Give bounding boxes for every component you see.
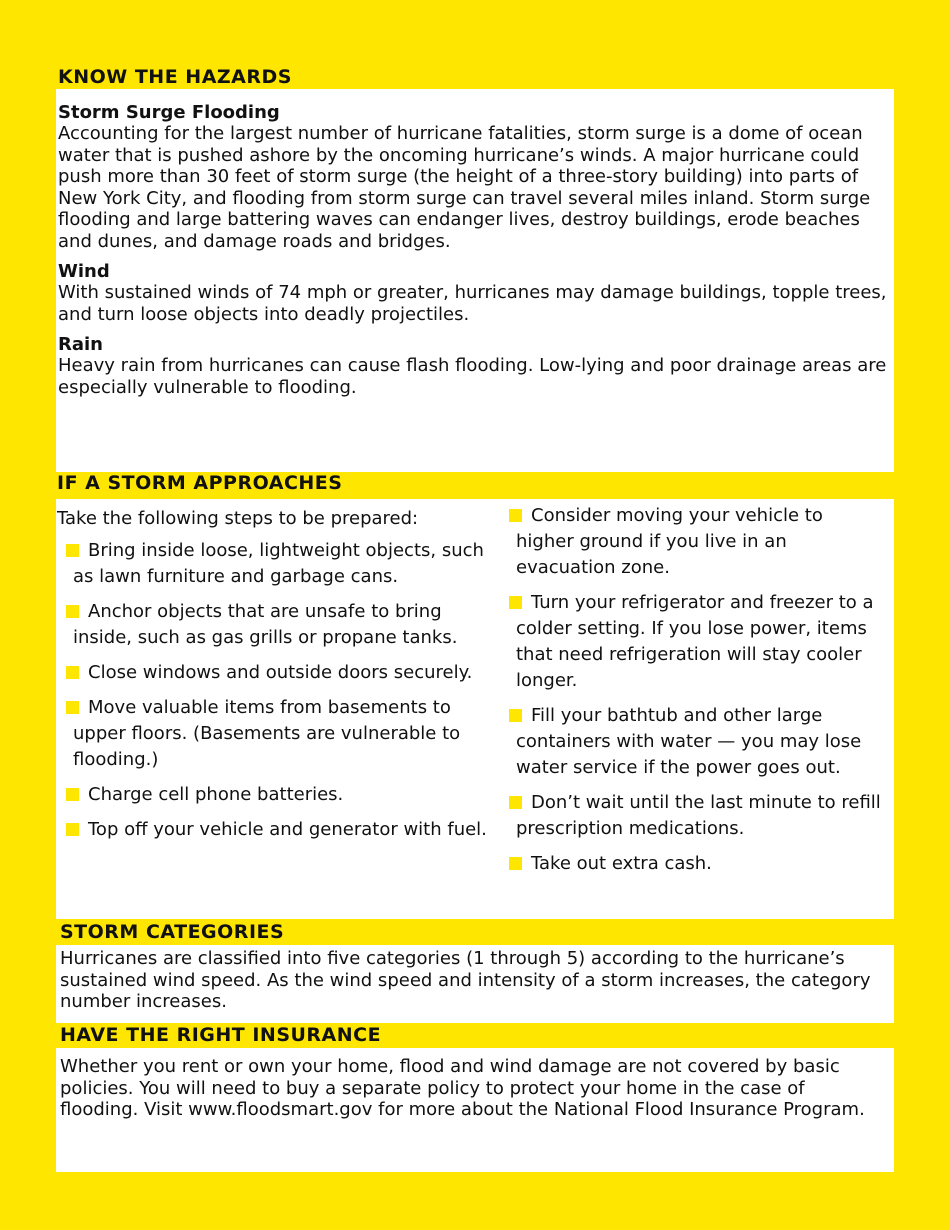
bullet-square-icon — [66, 544, 79, 557]
bullet-square-icon — [509, 596, 522, 609]
bullet-square-icon — [66, 823, 79, 836]
list-item: Take out extra cash. — [500, 851, 885, 877]
list-item: Fill your bathtub and other large containers with water — you may lose water service if the power goes out. — [500, 703, 885, 781]
storm-surge-text: Accounting for the largest number of hurricane fatalities, storm surge is a dome of ocean water that is pushed ashore by the oncoming hurricane’s winds. A major hurricane could push more than 30 feet of storm surge (the height of a three-story building) into parts of New York City, and flooding from storm surge can travel several miles inland. Storm surge flooding and large battering waves can endanger lives, destroy buildings, erode beaches and dunes, and damage roads and bridges. — [58, 123, 871, 252]
bullet-square-icon — [66, 666, 79, 679]
storm-categories-heading: STORM CATEGORIES — [60, 921, 285, 943]
bullet-square-icon — [66, 605, 79, 618]
wind-heading: Wind — [58, 261, 110, 282]
insurance-heading: HAVE THE RIGHT INSURANCE — [60, 1024, 382, 1046]
categories-content — [60, 948, 890, 1013]
rain-text: Heavy rain from hurricanes can cause flash flooding. Low-lying and poor drainage areas are especially vulnerable to flooding. — [58, 355, 887, 398]
list-item: Move valuable items from basements to upper floors. (Basements are vulnerable to flooding.) — [57, 695, 497, 773]
storm-intro: Take the following steps to be prepared: — [57, 508, 419, 529]
wind-text: With sustained winds of 74 mph or greater, hurricanes may damage buildings, topple trees, and turn loose objects into deadly projectiles. — [58, 282, 887, 325]
bullet-square-icon — [66, 788, 79, 801]
rain-heading: Rain — [58, 334, 103, 355]
know-the-hazards-heading: KNOW THE HAZARDS — [58, 66, 292, 88]
list-item: Bring inside loose, lightweight objects, such as lawn furniture and garbage cans. — [57, 538, 497, 590]
bullet-square-icon — [509, 796, 522, 809]
list-item: Consider moving your vehicle to higher ground if you live in an evacuation zone. — [500, 503, 885, 581]
storm-right-column — [500, 503, 885, 886]
storm-approaches-heading: IF A STORM APPROACHES — [57, 472, 343, 494]
list-item: Anchor objects that are unsafe to bring inside, such as gas grills or propane tanks. — [57, 599, 497, 651]
bullet-square-icon — [66, 701, 79, 714]
categories-text: Hurricanes are classified into five categories (1 through 5) according to the hurricane’s sustained wind speed. As the wind speed and intensity of a storm increases, the category number increases. — [60, 948, 871, 1012]
list-item: Close windows and outside doors securely. — [57, 660, 497, 686]
hazards-content — [58, 102, 898, 398]
bullet-square-icon — [509, 857, 522, 870]
bullet-square-icon — [509, 709, 522, 722]
list-item: Charge cell phone batteries. — [57, 782, 497, 808]
list-item: Don’t wait until the last minute to refill prescription medications. — [500, 790, 885, 842]
list-item: Turn your refrigerator and freezer to a colder setting. If you lose power, items that need refrigeration will stay cooler longer. — [500, 590, 885, 694]
bullet-square-icon — [509, 509, 522, 522]
storm-left-column — [57, 506, 497, 852]
insurance-text: Whether you rent or own your home, flood and wind damage are not covered by basic policies. You will need to buy a separate policy to protect your home in the case of flooding. Visit www.floodsmart.gov for more about the National Flood Insurance Program. — [60, 1056, 865, 1120]
storm-surge-heading: Storm Surge Flooding — [58, 102, 280, 123]
insurance-content — [60, 1056, 885, 1121]
list-item: Top off your vehicle and generator with fuel. — [57, 817, 497, 843]
